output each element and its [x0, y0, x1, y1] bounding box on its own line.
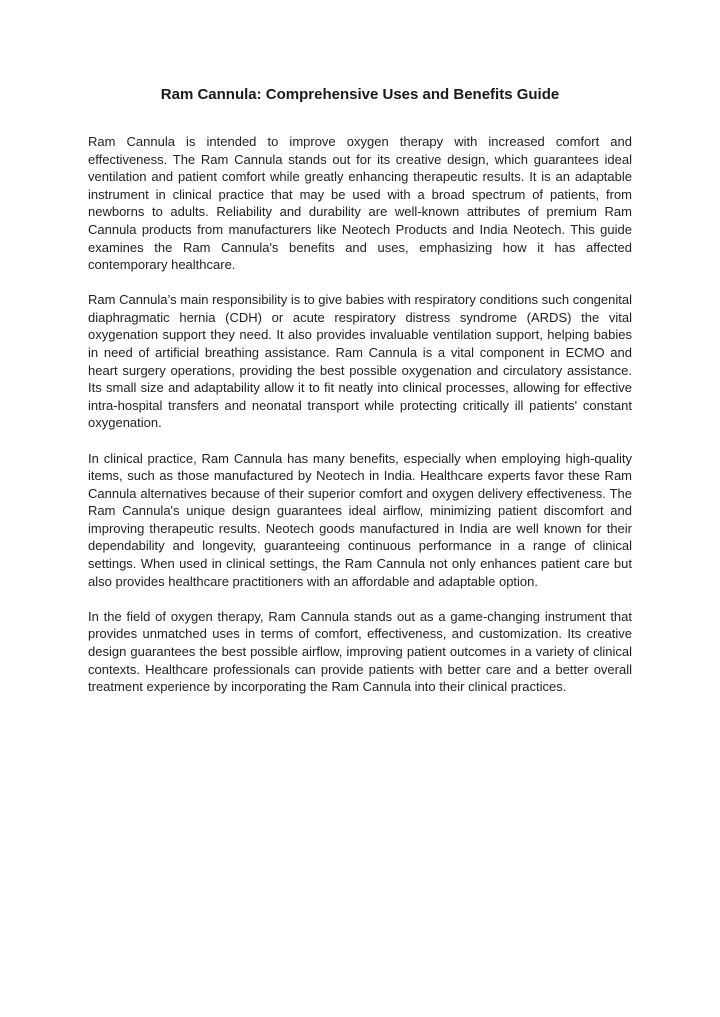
paragraph-benefits: In clinical practice, Ram Cannula has many benefits, especially when employing high-quality items, such as those manufactured by Neotech in India. Healthcare experts favor these Ram Cannula alternatives because of their superior comfort and oxygen delivery effectiveness. The Ram Cannula's unique design guarantees ideal airflow, minimizing patient discomfort and improving therapeutic results. Neotech goods manufactured in India are well known for their dependability and longevity, guaranteeing continuous performance in a range of clinical settings. When used in clinical settings, the Ram Cannula not only enhances patient care but also provides healthcare practitioners with an affordable and adaptable option.	[88, 450, 632, 589]
document-title: Ram Cannula: Comprehensive Uses and Benefits Guide	[160, 86, 560, 103]
paragraph-intro: Ram Cannula is intended to improve oxygen therapy with increased comfort and effectiveness. The Ram Cannula stands out for its creative design, which guarantees ideal ventilation and patient comfort while greatly enhancing therapeutic results. It is an adaptable instrument in clinical practice that may be used with a broad spectrum of patients, from newborns to adults. Reliability and durability are well-known attributes of premium Ram Cannula products from manufacturers like Neotech Products and India Neotech. This guide examines the Ram Cannula's benefits and uses, emphasizing how it has affected contemporary healthcare.	[88, 134, 632, 273]
paragraph-responsibility: Ram Cannula’s main responsibility is to give babies with respiratory conditions such congenital diaphragmatic hernia (CDH) or acute respiratory distress syndrome (ARDS) the vital oxygenation support they need. It also provides invaluable ventilation support, helping babies in need of artificial breathing assistance. Ram Cannula is a vital component in ECMO and heart surgery operations, providing the best possible oxygenation and circulatory assistance. Its small size and adaptability allow it to fit neatly into clinical processes, allowing for effective intra-hospital transfers and neonatal transport while protecting critically ill patients' constant oxygenation.	[88, 292, 632, 431]
paragraph-conclusion: In the field of oxygen therapy, Ram Cannula stands out as a game-changing instrument that provides unmatched uses in terms of comfort, effectiveness, and customization. Its creative design guarantees the best possible airflow, improving patient outcomes in a variety of clinical contexts. Healthcare professionals can provide patients with better care and a better overall treatment experience by incorporating the Ram Cannula into their clinical practices.	[88, 608, 632, 695]
